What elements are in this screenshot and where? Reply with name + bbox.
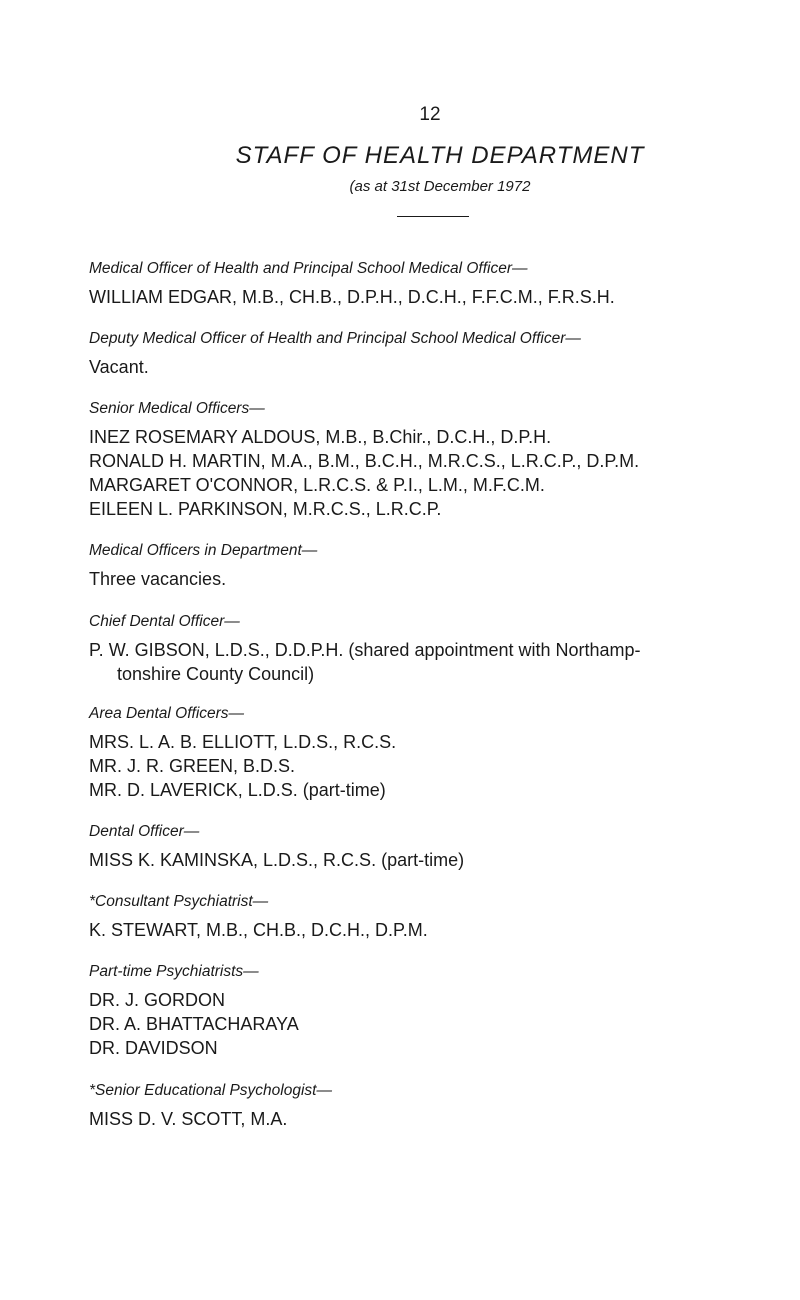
- section-senior-medical-officers: [89, 399, 800, 521]
- staff-entry: MR. D. LAVERICK, L.D.S. (part-time): [89, 780, 386, 800]
- staff-entry: Vacant.: [89, 357, 149, 377]
- staff-entry: MARGARET O'CONNOR, L.R.C.S. & P.I., L.M., M.F.C.M.: [89, 475, 545, 495]
- title-rule: [397, 216, 469, 217]
- staff-entry: Three vacancies.: [89, 569, 227, 589]
- section-heading: Dental Officer—: [89, 823, 200, 840]
- section-heading: Chief Dental Officer—: [89, 613, 240, 630]
- staff-entry-continuation: tonshire County Council): [117, 664, 315, 684]
- section-senior-educational-psychologist: [89, 1081, 800, 1131]
- staff-entry: RONALD H. MARTIN, M.A., B.M., B.C.H., M.R.C.S., L.R.C.P., D.P.M.: [89, 451, 640, 471]
- staff-entry: DR. J. GORDON: [89, 990, 226, 1010]
- section-heading: Senior Medical Officers—: [89, 400, 265, 417]
- page-title: STAFF OF HEALTH DEPARTMENT: [235, 142, 645, 169]
- section-heading: Part-time Psychiatrists—: [89, 963, 259, 980]
- staff-entry: DR. A. BHATTACHARAYA: [89, 1014, 299, 1034]
- staff-entry: MRS. L. A. B. ELLIOTT, L.D.S., R.C.S.: [89, 732, 397, 752]
- section-heading: *Consultant Psychiatrist—: [89, 893, 269, 910]
- staff-entry: MR. J. R. GREEN, B.D.S.: [89, 756, 296, 776]
- staff-entry: K. STEWART, M.B., CH.B., D.C.H., D.P.M.: [89, 920, 428, 940]
- section-heading: Medical Officers in Department—: [89, 542, 318, 559]
- section-heading: Deputy Medical Officer of Health and Principal School Medical Officer—: [89, 330, 581, 347]
- section-medical-officers: [89, 541, 800, 591]
- staff-entry: DR. DAVIDSON: [89, 1038, 218, 1058]
- page-number: 12: [419, 104, 441, 125]
- section-heading: Area Dental Officers—: [89, 705, 245, 722]
- staff-entry: INEZ ROSEMARY ALDOUS, M.B., B.Chir., D.C.H., D.P.H.: [89, 427, 552, 447]
- section-consultant-psychiatrist: [89, 892, 800, 942]
- page-subtitle: (as at 31st December 1972: [349, 178, 531, 195]
- section-part-time-psychiatrists: [89, 962, 800, 1060]
- section-moh: [89, 259, 800, 309]
- staff-entry: MISS K. KAMINSKA, L.D.S., R.C.S. (part-time): [89, 850, 465, 870]
- section-chief-dental-officer: [89, 612, 800, 686]
- staff-entry: MISS D. V. SCOTT, M.A.: [89, 1109, 288, 1129]
- section-area-dental-officers: [89, 704, 800, 802]
- section-deputy-moh: [89, 329, 800, 379]
- section-dental-officer: [89, 822, 800, 872]
- staff-entry: WILLIAM EDGAR, M.B., CH.B., D.P.H., D.C.H., F.F.C.M., F.R.S.H.: [89, 287, 615, 307]
- staff-entry: P. W. GIBSON, L.D.S., D.D.P.H. (shared appointment with Northamp-: [89, 640, 641, 660]
- section-heading: *Senior Educational Psychologist—: [89, 1082, 332, 1099]
- staff-entry: EILEEN L. PARKINSON, M.R.C.S., L.R.C.P.: [89, 499, 442, 519]
- section-heading: Medical Officer of Health and Principal School Medical Officer—: [89, 260, 528, 277]
